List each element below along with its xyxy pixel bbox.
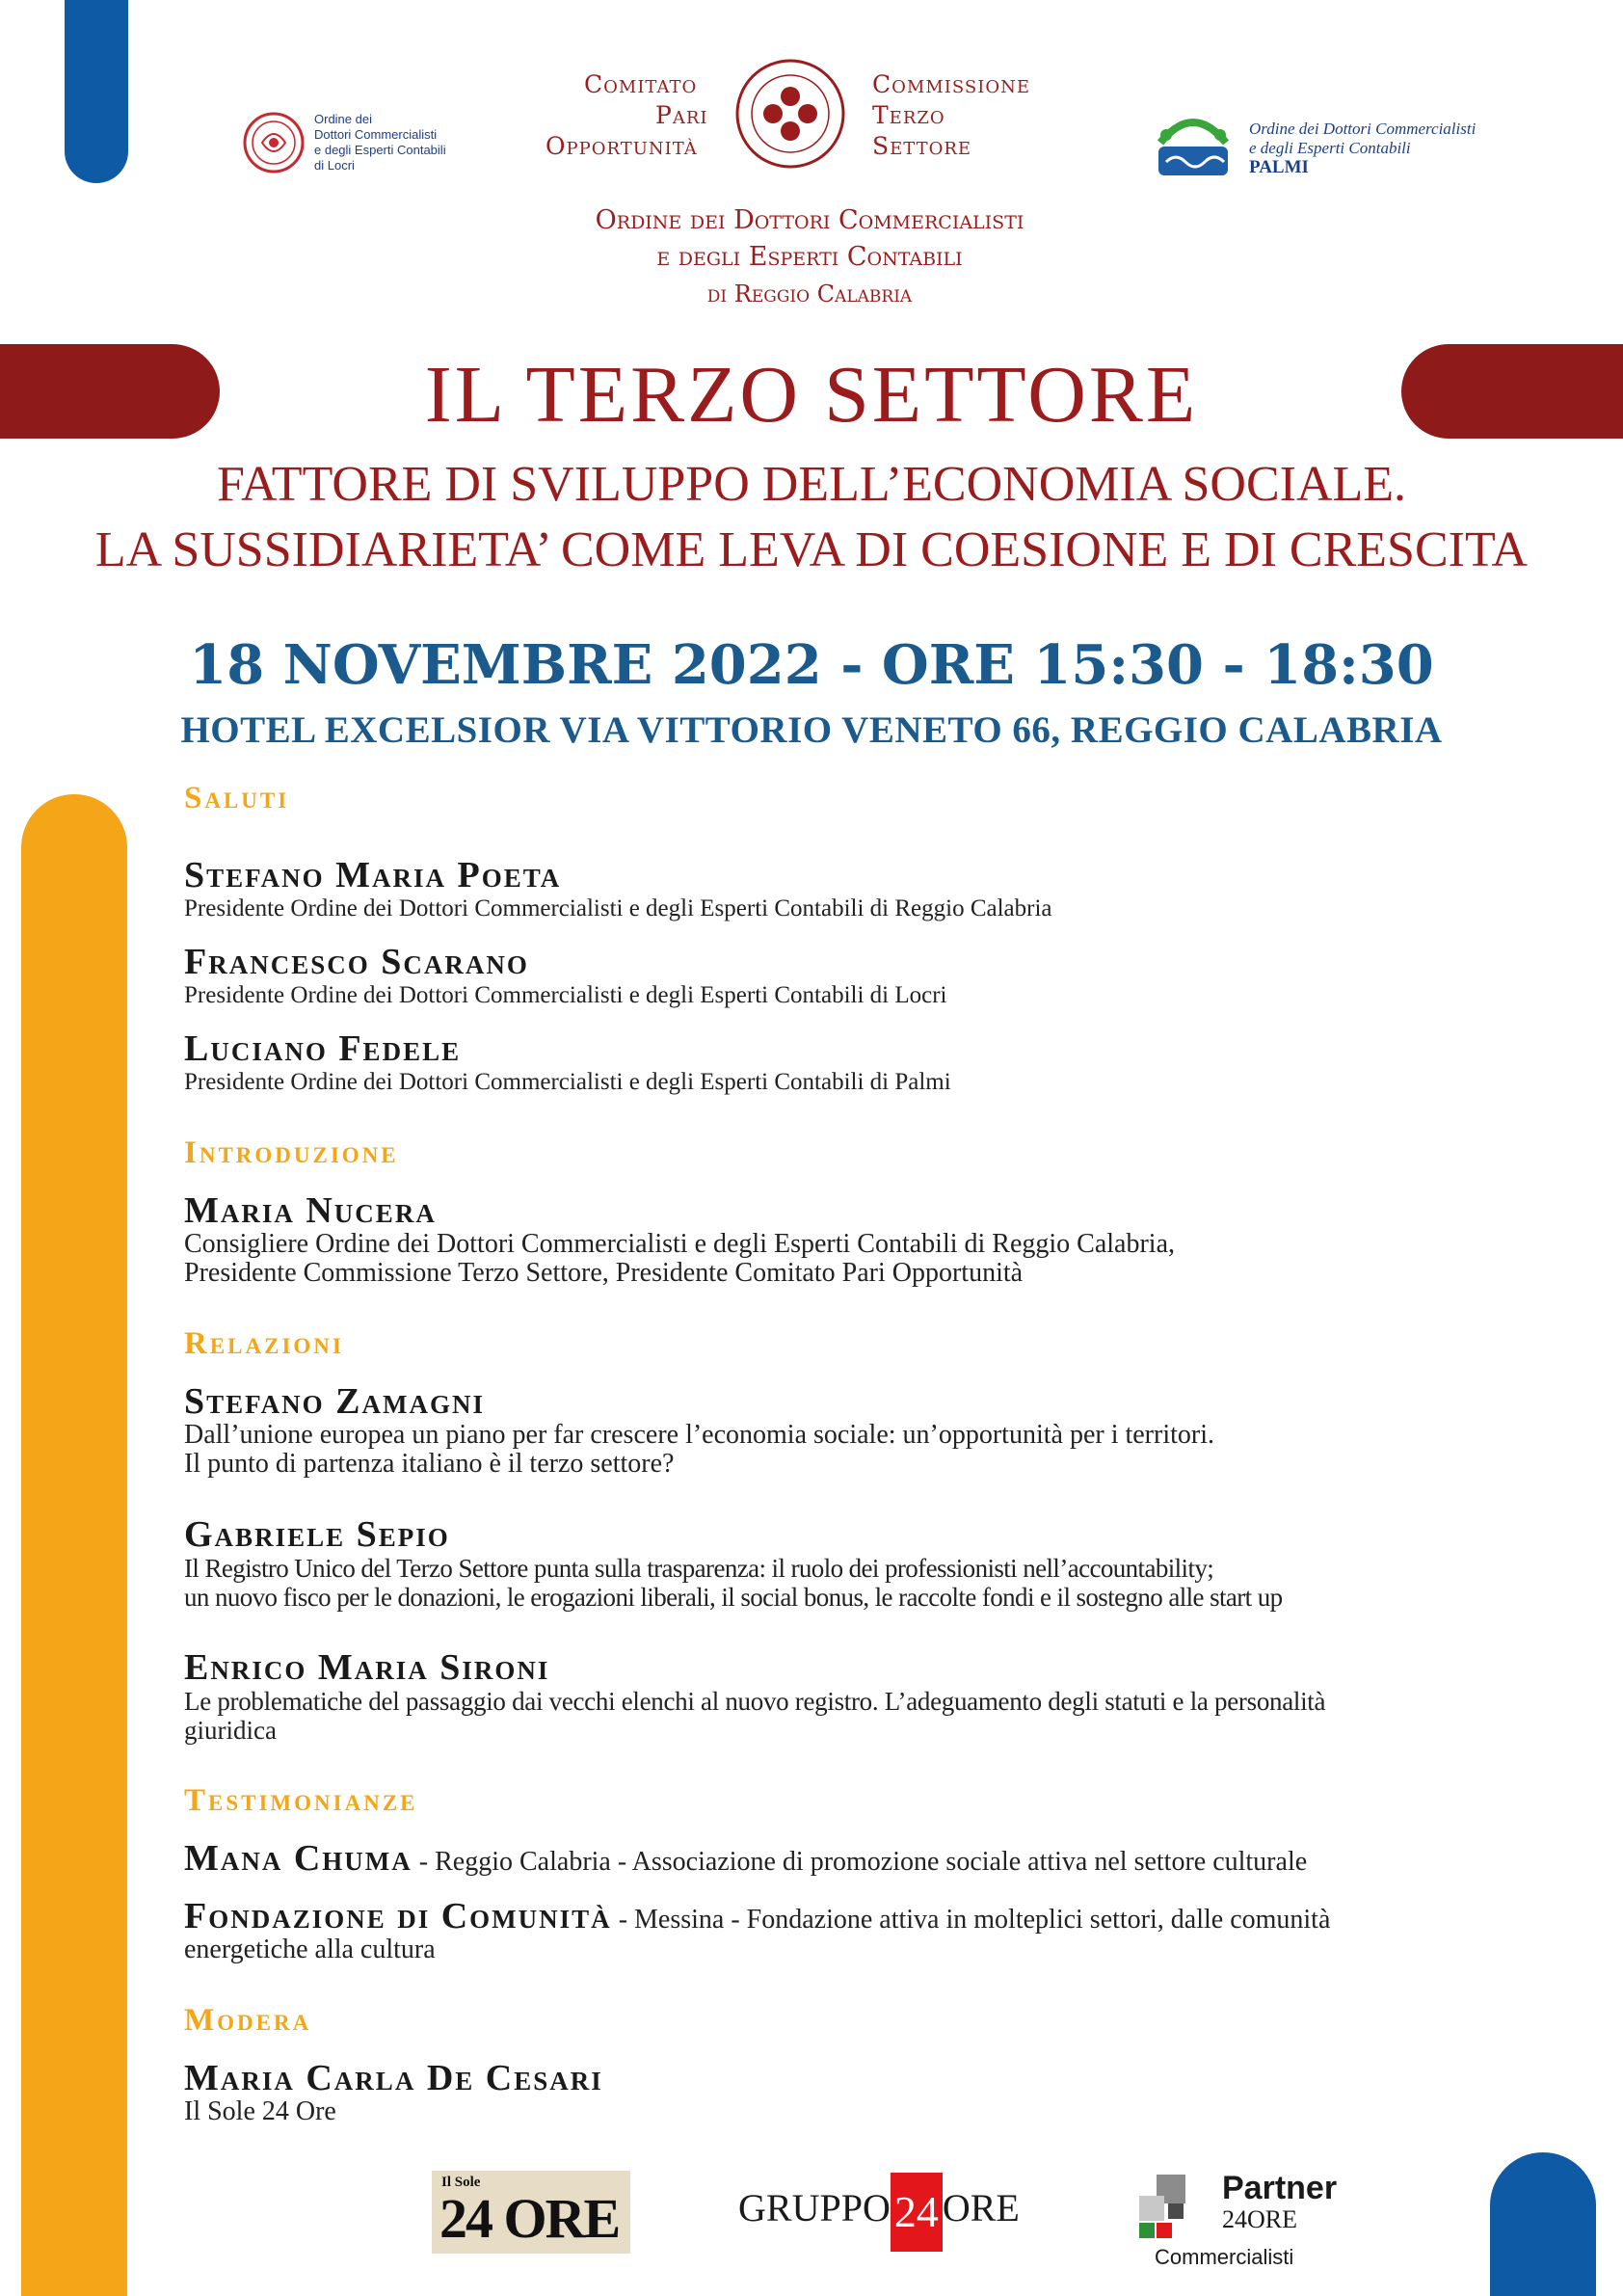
speaker-name: Enrico Maria Sironi xyxy=(184,1647,550,1688)
commissione-line3: Settore xyxy=(872,132,972,160)
testimonial-desc: - Reggio Calabria - Associazione di promozione sociale attiva nel settore culturale xyxy=(412,1847,1308,1877)
locri-line1: Ordine dei xyxy=(314,112,372,126)
talk-line2: un nuovo fisco per le donazioni, le erogazioni liberali, il social bonus, le raccolte fondi e il sostegno alle start up xyxy=(184,1583,1283,1612)
partner-squares-icon xyxy=(1139,2175,1203,2238)
person-role-line2: Presidente Commissione Terzo Settore, Presidente Comitato Pari Opportunità xyxy=(184,1258,1024,1288)
event-venue xyxy=(0,706,1623,756)
logo-partner-24-ore xyxy=(1137,2169,1388,2275)
logo-sole-24-ore xyxy=(432,2171,630,2254)
person-fedele xyxy=(184,1029,951,1097)
logo-palmi xyxy=(1153,106,1538,183)
main-title: IL TERZO SETTORE xyxy=(424,350,1199,440)
speaker-name: Stefano Zamagni xyxy=(184,1381,485,1422)
person-role: Presidente Ordine dei Dottori Commercialisti e degli Esperti Contabili di Reggio Calabria xyxy=(184,895,1052,921)
testimonial-name: Mana Chuma xyxy=(184,1838,412,1879)
person-role-line1: Consigliere Ordine dei Dottori Commercialisti e degli Esperti Contabili di Reggio Calabria, xyxy=(184,1229,1176,1259)
talk-line1: Il Registro Unico del Terzo Settore punta sulla trasparenza: il ruolo dei professionisti nell’accountability; xyxy=(184,1554,1214,1583)
talk-line2: Il punto di partenza italiano è il terzo settore? xyxy=(184,1449,675,1479)
ordine-rc-line3: di Reggio Calabria xyxy=(706,280,913,307)
palmi-line3: PALMI xyxy=(1249,157,1309,177)
moderator xyxy=(184,2059,603,2126)
gruppo-right: ORE xyxy=(942,2186,1020,2229)
person-name: Maria Nucera xyxy=(184,1190,437,1231)
gruppo-num: 24 xyxy=(891,2173,943,2252)
sole-big: 24 ORE xyxy=(439,2187,620,2250)
person-role: Presidente Ordine dei Dottori Commercialisti e degli Esperti Contabili di Palmi xyxy=(184,1069,951,1095)
moderator-name: Maria Carla De Cesari xyxy=(184,2058,603,2098)
testimonial-fondazione xyxy=(184,1897,1591,1964)
palmi-line1: Ordine dei Dottori Commercialisti xyxy=(1249,120,1477,138)
blue-bar-bottom-right xyxy=(1490,2152,1596,2296)
gruppo-left: GRUPPO xyxy=(738,2186,891,2229)
event-date: 18 NOVEMBRE 2022 - ORE 15:30 - 18:30 xyxy=(189,633,1434,697)
talk-sironi xyxy=(184,1648,1325,1745)
person-nucera xyxy=(184,1191,1175,1288)
comitato-line2: Pari xyxy=(655,101,708,129)
partner-bottom: Commercialisti xyxy=(1155,2245,1294,2269)
person-role: Presidente Ordine dei Dottori Commercialisti e degli Esperti Contabili di Locri xyxy=(184,982,947,1008)
palmi-emblem-icon xyxy=(1153,106,1234,183)
commissione-label xyxy=(872,69,1065,162)
testimonial-mana-chuma xyxy=(184,1839,1591,1878)
commissione-line1: Commissione xyxy=(872,70,1030,98)
section-modera: Modera xyxy=(184,2003,312,2038)
red-bar-left xyxy=(0,344,220,439)
locri-emblem-icon xyxy=(239,108,308,177)
person-name: Luciano Fedele xyxy=(184,1028,462,1069)
talk-zamagni xyxy=(184,1382,1214,1479)
section-introduzione: Introduzione xyxy=(184,1135,399,1170)
testimonial-desc: - Messina - Fondazione attiva in molteplici settori, dalle comunità xyxy=(611,1905,1331,1935)
blue-bar-top-left xyxy=(65,0,128,183)
person-poeta xyxy=(184,856,1052,923)
partner-title: Partner xyxy=(1222,2170,1338,2206)
talk-line2: giuridica xyxy=(184,1716,277,1745)
section-testimonianze: Testimonianze xyxy=(184,1783,418,1818)
ordine-rc-label xyxy=(482,202,1137,312)
locri-line2: Dottori Commercialisti xyxy=(314,127,438,142)
orange-bar-left xyxy=(21,794,127,2296)
talk-sepio xyxy=(184,1515,1283,1612)
speaker-name: Gabriele Sepio xyxy=(184,1514,450,1555)
partner-sub: 24ORE xyxy=(1222,2205,1297,2233)
person-name: Stefano Maria Poeta xyxy=(184,855,562,895)
ordine-rc-line2: e degli Esperti Contabili xyxy=(656,242,963,272)
testimonial-desc-line2: energetiche alla cultura xyxy=(184,1935,436,1964)
testimonial-name: Fondazione di Comunità xyxy=(184,1896,612,1936)
ordine-rc-line1: Ordine dei Dottori Commercialisti xyxy=(595,205,1024,235)
red-bar-right xyxy=(1401,344,1623,439)
locri-line4: di Locri xyxy=(314,158,355,173)
palmi-line2: e degli Esperti Contabili xyxy=(1249,139,1411,157)
sole-small: Il Sole xyxy=(441,2175,481,2190)
comitato-line3: Opportunità xyxy=(545,132,698,160)
section-relazioni: Relazioni xyxy=(184,1326,344,1361)
logo-locri xyxy=(239,108,470,177)
person-name: Francesco Scarano xyxy=(184,942,529,982)
commissione-line2: Terzo xyxy=(872,101,945,129)
venue-address: VIA VITTORIO VENETO 66, REGGIO CALABRIA xyxy=(549,709,1443,751)
person-scarano xyxy=(184,943,947,1010)
comitato-label xyxy=(520,69,713,162)
seal-emblem-icon xyxy=(734,58,846,170)
comitato-line1: Comitato xyxy=(584,70,698,98)
subtitle-line2: LA SUSSIDIARIETA’ COME LEVA DI COESIONE E DI CRESCITA xyxy=(94,522,1529,577)
moderator-org: Il Sole 24 Ore xyxy=(184,2096,336,2126)
talk-line1: Dall’unione europea un piano per far crescere l’economia sociale: un’opportunità per i territori. xyxy=(184,1420,1214,1450)
section-saluti: Saluti xyxy=(184,781,290,815)
logo-gruppo-24-ore xyxy=(738,2167,1037,2250)
subtitle-line1: FATTORE DI SVILUPPO DELL’ECONOMIA SOCIALE. xyxy=(216,457,1407,512)
talk-line1: Le problematiche del passaggio dai vecchi elenchi al nuovo registro. L’adeguamento degli statuti e la personalità xyxy=(184,1687,1326,1716)
venue-hotel: HOTEL EXCELSIOR xyxy=(180,709,550,751)
locri-line3: e degli Esperti Contabili xyxy=(314,143,446,157)
